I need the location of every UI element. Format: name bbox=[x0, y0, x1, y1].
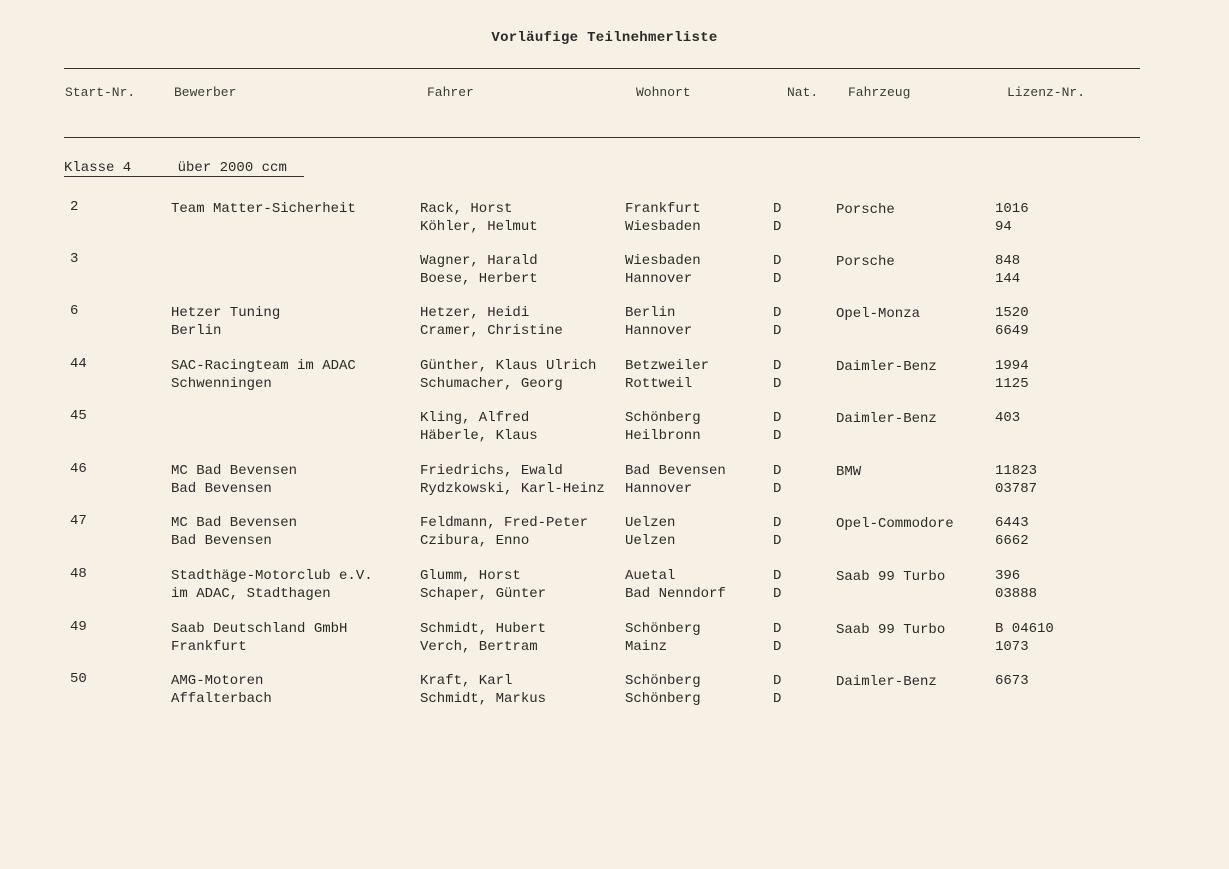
license-number-line-1: 848 bbox=[995, 253, 1021, 269]
driver-line-2: Schmidt, Markus bbox=[420, 691, 547, 707]
driver-line-2: Schumacher, Georg bbox=[420, 376, 563, 392]
driver-line-2: Czibura, Enno bbox=[420, 533, 530, 549]
driver-line-2: Häberle, Klaus bbox=[420, 428, 538, 444]
license-number-line-2: 1125 bbox=[995, 376, 1029, 392]
vehicle: Daimler-Benz bbox=[836, 359, 937, 375]
entry-row bbox=[0, 460, 1229, 500]
residence-line-2: Wiesbaden bbox=[625, 219, 701, 235]
entrant-line-1: Stadthäge-Motorclub e.V. bbox=[171, 568, 373, 584]
license-number-line-2: 6649 bbox=[995, 323, 1029, 339]
entrant-line-2: Bad Bevensen bbox=[171, 481, 272, 497]
vehicle: Daimler-Benz bbox=[836, 411, 937, 427]
header-nat: Nat. bbox=[787, 85, 819, 100]
residence-line-2: Hannover bbox=[625, 481, 693, 497]
vehicle: Saab 99 Turbo bbox=[836, 569, 946, 585]
start-number: 2 bbox=[70, 199, 79, 215]
start-number: 50 bbox=[70, 671, 87, 687]
license-number-line-1: 6443 bbox=[995, 515, 1029, 531]
vehicle: BMW bbox=[836, 464, 862, 480]
document-title: Vorläufige Teilnehmerliste bbox=[491, 30, 718, 46]
header-start-nr: Start-Nr. bbox=[65, 85, 136, 100]
start-number: 44 bbox=[70, 356, 87, 372]
vehicle: Daimler-Benz bbox=[836, 674, 937, 690]
driver-line-1: Kraft, Karl bbox=[420, 673, 513, 689]
nationality-line-1: D bbox=[773, 305, 782, 321]
license-number-line-2: 94 bbox=[995, 219, 1012, 235]
license-number-line-1: 403 bbox=[995, 410, 1021, 426]
nationality-line-1: D bbox=[773, 673, 782, 689]
driver-line-1: Glumm, Horst bbox=[420, 568, 521, 584]
vehicle: Porsche bbox=[836, 202, 895, 218]
nationality-line-1: D bbox=[773, 568, 782, 584]
entry-row bbox=[0, 355, 1229, 395]
start-number: 6 bbox=[70, 303, 79, 319]
driver-line-2: Köhler, Helmut bbox=[420, 219, 538, 235]
header-bewerber: Bewerber bbox=[174, 85, 237, 100]
residence-line-1: Bad Bevensen bbox=[625, 463, 726, 479]
nationality-line-2: D bbox=[773, 586, 782, 602]
license-number-line-1: 1016 bbox=[995, 201, 1029, 217]
driver-line-2: Boese, Herbert bbox=[420, 271, 538, 287]
entry-row bbox=[0, 670, 1229, 710]
start-number: 3 bbox=[70, 251, 79, 267]
nationality-line-2: D bbox=[773, 219, 782, 235]
residence-line-1: Schönberg bbox=[625, 621, 701, 637]
residence-line-2: Schönberg bbox=[625, 691, 701, 707]
driver-line-2: Schaper, Günter bbox=[420, 586, 547, 602]
driver-line-1: Hetzer, Heidi bbox=[420, 305, 530, 321]
license-number-line-2: 1073 bbox=[995, 639, 1029, 655]
license-number-line-1: 1520 bbox=[995, 305, 1029, 321]
nationality-line-1: D bbox=[773, 253, 782, 269]
start-number: 47 bbox=[70, 513, 87, 529]
nationality-line-2: D bbox=[773, 639, 782, 655]
vehicle: Porsche bbox=[836, 254, 895, 270]
start-number: 49 bbox=[70, 619, 87, 635]
entrant-line-1: Team Matter-Sicherheit bbox=[171, 201, 356, 217]
license-number-line-2: 144 bbox=[995, 271, 1021, 287]
start-number: 46 bbox=[70, 461, 87, 477]
driver-line-1: Friedrichs, Ewald bbox=[420, 463, 563, 479]
residence-line-1: Schönberg bbox=[625, 673, 701, 689]
vehicle: Saab 99 Turbo bbox=[836, 622, 946, 638]
license-number-line-1: B 04610 bbox=[995, 621, 1054, 637]
nationality-line-2: D bbox=[773, 428, 782, 444]
driver-line-2: Cramer, Christine bbox=[420, 323, 563, 339]
entry-row bbox=[0, 198, 1229, 238]
start-number: 48 bbox=[70, 566, 87, 582]
license-number-line-2: 03888 bbox=[995, 586, 1038, 602]
residence-line-2: Mainz bbox=[625, 639, 668, 655]
nationality-line-2: D bbox=[773, 533, 782, 549]
residence-line-2: Heilbronn bbox=[625, 428, 701, 444]
entrant-line-1: Saab Deutschland GmbH bbox=[171, 621, 348, 637]
driver-line-1: Wagner, Harald bbox=[420, 253, 538, 269]
start-number: 45 bbox=[70, 408, 87, 424]
license-number-line-2: 6662 bbox=[995, 533, 1029, 549]
entrant-line-2: Frankfurt bbox=[171, 639, 247, 655]
residence-line-1: Betzweiler bbox=[625, 358, 710, 374]
class-label: Klasse 4 bbox=[64, 160, 132, 176]
nationality-line-2: D bbox=[773, 271, 782, 287]
driver-line-1: Schmidt, Hubert bbox=[420, 621, 547, 637]
entry-row bbox=[0, 250, 1229, 290]
nationality-line-1: D bbox=[773, 201, 782, 217]
residence-line-1: Berlin bbox=[625, 305, 676, 321]
nationality-line-2: D bbox=[773, 323, 782, 339]
residence-line-1: Auetal bbox=[625, 568, 676, 584]
entrant-line-2: Berlin bbox=[171, 323, 222, 339]
header-fahrzeug: Fahrzeug bbox=[848, 85, 911, 100]
residence-line-1: Uelzen bbox=[625, 515, 676, 531]
entrant-line-2: im ADAC, Stadthagen bbox=[171, 586, 331, 602]
entrant-line-2: Affalterbach bbox=[171, 691, 272, 707]
nationality-line-1: D bbox=[773, 410, 782, 426]
entry-row bbox=[0, 618, 1229, 658]
entrant-line-1: SAC-Racingteam im ADAC bbox=[171, 358, 356, 374]
license-number-line-1: 1994 bbox=[995, 358, 1029, 374]
residence-line-2: Hannover bbox=[625, 271, 693, 287]
license-number-line-2: 03787 bbox=[995, 481, 1038, 497]
nationality-line-1: D bbox=[773, 463, 782, 479]
license-number-line-1: 396 bbox=[995, 568, 1021, 584]
entrant-line-1: Hetzer Tuning bbox=[171, 305, 281, 321]
driver-line-2: Verch, Bertram bbox=[420, 639, 538, 655]
nationality-line-2: D bbox=[773, 691, 782, 707]
entry-row bbox=[0, 302, 1229, 342]
header-fahrer: Fahrer bbox=[427, 85, 474, 100]
residence-line-2: Hannover bbox=[625, 323, 693, 339]
entrant-line-2: Bad Bevensen bbox=[171, 533, 272, 549]
driver-line-2: Rydzkowski, Karl-Heinz bbox=[420, 481, 605, 497]
residence-line-2: Rottweil bbox=[625, 376, 693, 392]
driver-line-1: Günther, Klaus Ulrich bbox=[420, 358, 597, 374]
vehicle: Opel-Commodore bbox=[836, 516, 954, 532]
entry-row bbox=[0, 512, 1229, 552]
entry-row bbox=[0, 407, 1229, 447]
license-number-line-1: 6673 bbox=[995, 673, 1029, 689]
driver-line-1: Feldmann, Fred-Peter bbox=[420, 515, 589, 531]
header-lizenz: Lizenz-Nr. bbox=[1007, 85, 1086, 100]
nationality-line-2: D bbox=[773, 376, 782, 392]
header-rule-top bbox=[64, 68, 1140, 69]
nationality-line-1: D bbox=[773, 358, 782, 374]
class-heading bbox=[64, 160, 287, 176]
driver-line-1: Kling, Alfred bbox=[420, 410, 530, 426]
license-number-line-1: 11823 bbox=[995, 463, 1038, 479]
header-wohnort: Wohnort bbox=[636, 85, 691, 100]
vehicle: Opel-Monza bbox=[836, 306, 921, 322]
entrant-line-1: MC Bad Bevensen bbox=[171, 515, 298, 531]
entrant-line-1: AMG-Motoren bbox=[171, 673, 264, 689]
class-description: über 2000 ccm bbox=[177, 160, 287, 176]
class-underline bbox=[64, 176, 304, 177]
nationality-line-2: D bbox=[773, 481, 782, 497]
residence-line-1: Schönberg bbox=[625, 410, 701, 426]
nationality-line-1: D bbox=[773, 515, 782, 531]
residence-line-1: Frankfurt bbox=[625, 201, 701, 217]
entrant-line-2: Schwenningen bbox=[171, 376, 272, 392]
residence-line-2: Uelzen bbox=[625, 533, 676, 549]
entry-row bbox=[0, 565, 1229, 605]
header-rule-bottom bbox=[64, 137, 1140, 138]
driver-line-1: Rack, Horst bbox=[420, 201, 513, 217]
residence-line-2: Bad Nenndorf bbox=[625, 586, 726, 602]
entrant-line-1: MC Bad Bevensen bbox=[171, 463, 298, 479]
nationality-line-1: D bbox=[773, 621, 782, 637]
residence-line-1: Wiesbaden bbox=[625, 253, 701, 269]
